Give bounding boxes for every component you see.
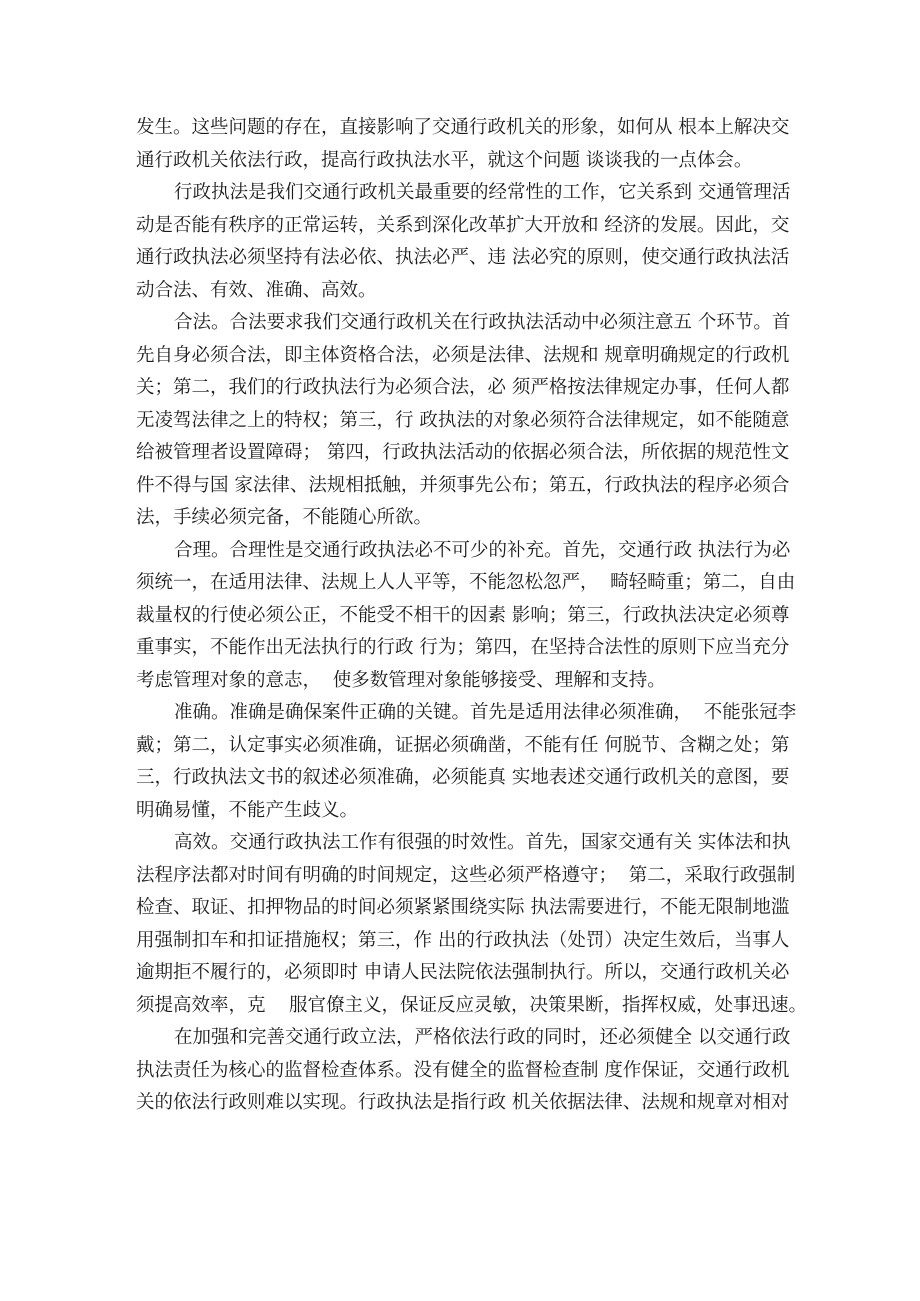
text-line: 裁量权的行使必须公正，不能受不相干的因素 影响；第三，行政执法决定必须尊 [136,604,790,626]
text-line: 高效。交通行政执法工作有很强的时效性。首先，国家交通有关 实体法和执 [174,832,791,853]
document-page [136,112,808,1120]
paragraph [136,535,796,698]
text-line: 准确。准确是确保案件正确的关键。首先是适用法律必须准确， 不能张冠李 [174,702,797,723]
paragraph [136,1022,791,1120]
text-line: 考虑管理对象的意志， 使多数管理对象能够接受、理解和支持。 [136,669,666,691]
text-line: 须统一，在适用法律、法规上人人平等，不能忽松忽严， 畸轻畸重；第二，自由 [136,572,796,593]
text-line: 合法。合法要求我们交通行政机关在行政执法活动中必须注意五 个环节。首 [174,312,791,333]
text-line: 无凌驾法律之上的特权；第三，行 政执法的对象必须符合法律规定，如不能随意 [136,409,790,431]
text-line: 合理。合理性是交通行政执法必不可少的补充。首先，交通行政 执法行为必 [174,539,791,561]
text-line: 通行政机关依法行政，提高行政执法水平，就这个问题 谈谈我的一点体会。 [136,149,753,171]
text-line: 三，行政执法文书的叙述必须准确，必须能真 实地表述交通行政机关的意图，要 [136,767,790,788]
text-line: 发生。这些问题的存在，直接影响了交通行政机关的形象，如何从 根本上解决交 [136,117,790,138]
text-line: 给被管理者设置障碍； 第四，行政执法活动的依据必须合法，所依据的规范性文 [136,442,790,463]
paragraph [136,112,788,177]
text-line: 关；第二，我们的行政执法行为必须合法，必 须严格按法律规定办事，任何人都 [136,377,790,398]
text-line: 法，手续必须完备，不能随心所欲。 [136,507,433,528]
paragraph [136,307,791,535]
text-line: 重事实，不能作出无法执行的行政 行为；第四，在坚持合法性的原则下应当充分 [136,637,790,658]
text-line: 戴；第二，认定事实必须准确，证据必须确凿，不能有任 何脱节、含糊之处；第 [136,734,790,756]
text-line: 在加强和完善交通行政立法，严格依法行政的同时，还必须健全 以交通行政 [174,1027,791,1048]
text-line: 检查、取证、扣押物品的时间必须紧紧围绕实际 执法需要进行，不能无限制地滥 [136,897,790,918]
document-body [136,112,808,1120]
text-line: 动合法、有效、准确、高效。 [136,279,377,301]
text-line: 用强制扣车和扣证措施权；第三，作 出的行政执法（处罚）决定生效后，当事人 [136,929,790,951]
text-line: 须提高效率，克 服官僚主义，保证反应灵敏，决策果断，指挥权威，处事迅速。 [136,994,808,1016]
text-line: 法程序法都对时间有明确的时间规定，这些必须严格遵守； 第二，采取行政强制 [136,864,796,886]
text-line: 行政执法是我们交通行政机关最重要的经常性的工作，它关系到 交通管理活 [174,182,791,203]
paragraph [136,697,797,827]
text-line: 执法责任为核心的监督检查体系。没有健全的监督检查制 度作保证，交通行政机 [136,1059,790,1081]
text-line: 关的依法行政则难以实现。行政执法是指行政 机关依据法律、法规和规章对相对 [136,1092,790,1113]
text-line: 通行政执法必须坚持有法必依、执法必严、违 法必究的原则，使交通行政执法活 [136,247,790,268]
paragraph [136,827,808,1022]
text-line: 动是否能有秩序的正常运转，关系到深化改革扩大开放和 经济的发展。因此，交 [136,214,790,236]
text-line: 先自身必须合法，即主体资格合法，必须是法律、法规和 规章明确规定的行政机 [136,344,790,366]
text-line: 明确易懂，不能产生歧义。 [136,799,359,821]
text-line: 件不得与国 家法律、法规相抵触，并须事先公布；第五，行政执法的程序必须合 [136,474,790,496]
paragraph [136,177,791,307]
text-line: 逾期拒不履行的，必须即时 申请人民法院依法强制执行。所以，交通行政机关必 [136,962,790,983]
